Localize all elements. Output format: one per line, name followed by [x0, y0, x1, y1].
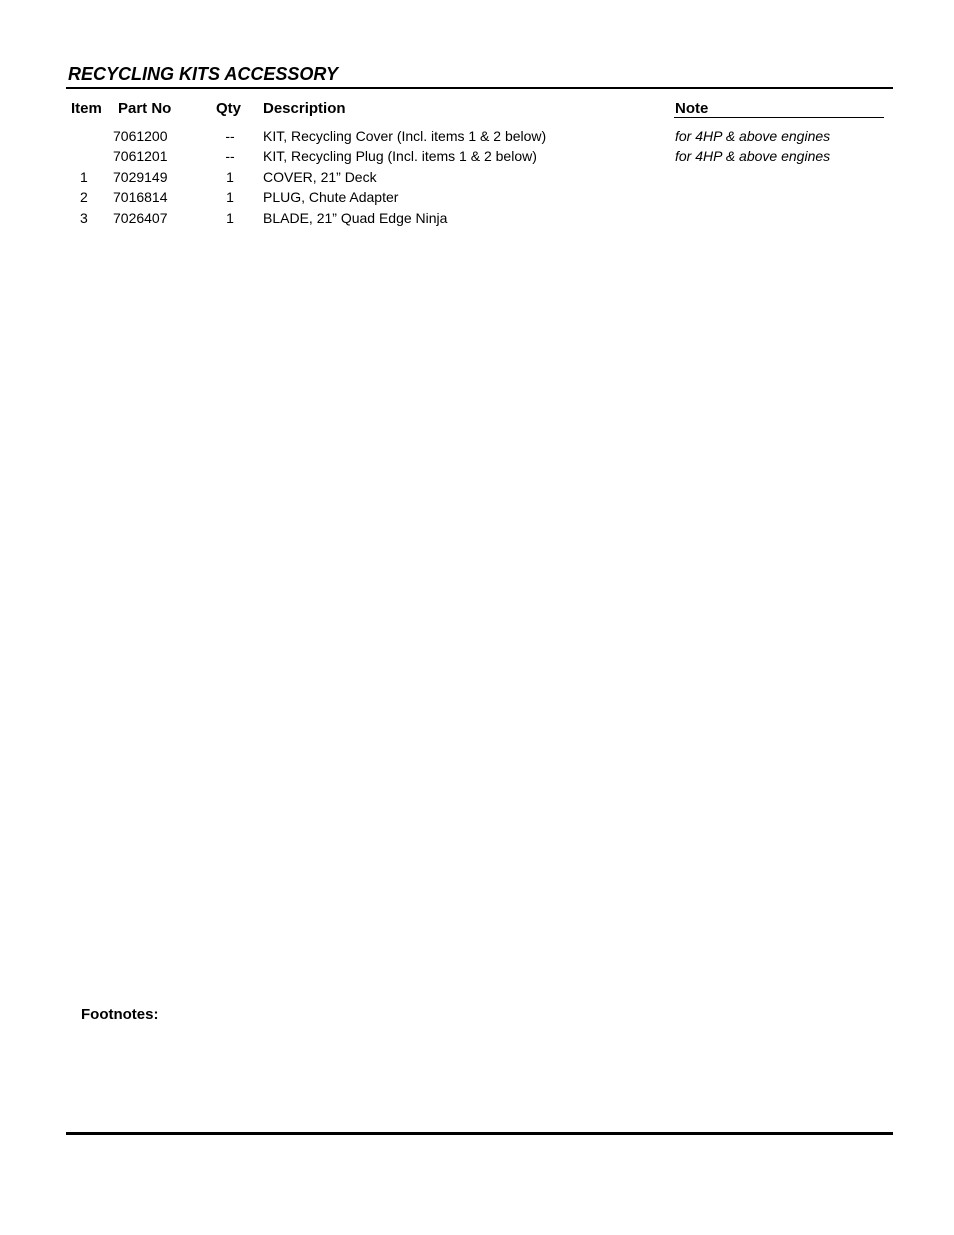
table-row	[0, 187, 954, 207]
row-qty: 1	[226, 189, 234, 206]
row-note: for 4HP & above engines	[675, 128, 831, 144]
header-note: Note	[675, 100, 709, 117]
row-qty: 1	[226, 168, 234, 185]
table-row	[0, 167, 954, 187]
table-row	[0, 208, 954, 228]
row-qty: --	[225, 148, 235, 165]
row-description: KIT, Recycling Cover (Incl. items 1 & 2 below)	[263, 128, 547, 144]
header-description: Description	[263, 100, 346, 117]
footer-divider	[66, 1132, 893, 1135]
row-item: 2	[80, 189, 88, 206]
title-divider	[66, 87, 893, 89]
row-part-no: 7029149	[113, 168, 168, 185]
row-qty: 1	[226, 209, 234, 226]
parts-table-body	[0, 126, 954, 228]
row-item: 3	[80, 209, 88, 226]
note-header-underline	[674, 117, 884, 118]
header-part-no: Part No	[118, 100, 172, 117]
row-item: 1	[80, 168, 88, 185]
header-qty: Qty	[216, 100, 242, 117]
row-part-no: 7016814	[113, 189, 168, 206]
footnotes-label: Footnotes:	[81, 1006, 159, 1023]
header-item: Item	[71, 100, 102, 117]
row-description: COVER, 21” Deck	[263, 168, 377, 185]
row-part-no: 7026407	[113, 209, 168, 226]
row-qty: --	[225, 128, 235, 144]
page-title: RECYCLING KITS ACCESSORY	[68, 64, 339, 84]
row-note: for 4HP & above engines	[675, 148, 831, 165]
row-part-no: 7061200	[113, 128, 168, 144]
table-header	[0, 99, 954, 119]
row-description: BLADE, 21” Quad Edge Ninja	[263, 209, 448, 226]
row-description: PLUG, Chute Adapter	[263, 189, 399, 206]
row-part-no: 7061201	[113, 148, 168, 165]
table-row	[0, 126, 954, 146]
row-description: KIT, Recycling Plug (Incl. items 1 & 2 below)	[263, 148, 537, 165]
table-row	[0, 146, 954, 166]
